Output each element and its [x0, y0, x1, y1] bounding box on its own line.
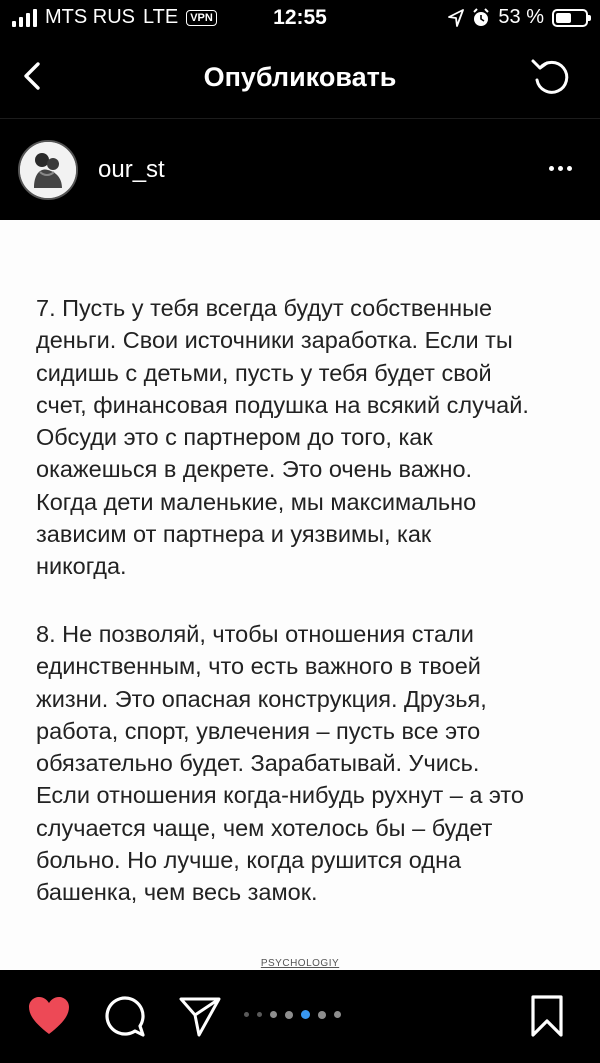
post-text-paragraph-8: 8. Не позволяй, чтобы отношения стали единственным, что есть важного в твоей жизни. Это опасная конструкция. Друзья, работа, спорт, увлечения – пусть все это обязательно будет. Зарабатывай. Учись. Если отношения когда-нибудь рухнут – а это случается чаще, чем хотелось бы – будет больно. Но лучше, когда рушится одна башенка, чем весь замок. — [36, 621, 524, 906]
paper-plane-icon[interactable] — [178, 994, 222, 1038]
carousel-dot — [285, 1011, 293, 1019]
post-header — [0, 120, 600, 220]
avatar-image — [20, 142, 76, 198]
carousel-dot — [334, 1011, 341, 1018]
carousel-dot — [244, 1012, 249, 1017]
status-right — [448, 6, 588, 29]
heart-icon[interactable] — [26, 994, 72, 1038]
more-options-icon[interactable] — [549, 166, 572, 171]
status-bar — [0, 0, 600, 40]
username[interactable]: our_st — [98, 156, 165, 183]
vpn-badge: VPN — [186, 10, 217, 26]
carousel-dot — [270, 1011, 277, 1018]
carousel-dot — [257, 1012, 262, 1017]
rotate-icon[interactable] — [528, 54, 574, 100]
battery-percent: 53 % — [498, 6, 544, 28]
status-time: 12:55 — [273, 6, 327, 29]
location-arrow-icon — [448, 9, 464, 27]
nav-bar — [0, 40, 600, 119]
bookmark-icon[interactable] — [530, 994, 564, 1038]
action-bar — [0, 970, 600, 1063]
battery-icon — [552, 9, 588, 27]
page-title: Опубликовать — [203, 62, 397, 92]
alarm-clock-icon — [472, 8, 490, 28]
carousel-dot — [301, 1010, 310, 1019]
carousel-indicator — [244, 1010, 341, 1019]
battery-fill — [556, 13, 571, 23]
post-text-paragraph-7: 7. Пусть у тебя всегда будут собственные деньги. Свои источники заработка. Если ты сидишь с детьми, пусть у тебя будет свой счет, финансовая подушка на всякий случай. Обсуди это с партнером до того, как окажешься в декрете. Это очень важно. Когда дети маленькие, мы максимально зависим от партнера и уязвимы, как никогда. — [36, 295, 529, 580]
comment-icon[interactable] — [102, 994, 146, 1038]
carousel-dot — [318, 1011, 326, 1019]
watermark: PSYCHOLOGIY — [260, 958, 340, 969]
carrier-label: MTS RUS — [45, 6, 135, 28]
avatar[interactable] — [18, 140, 78, 200]
post-image[interactable] — [0, 220, 600, 970]
network-label: LTE — [143, 6, 179, 28]
